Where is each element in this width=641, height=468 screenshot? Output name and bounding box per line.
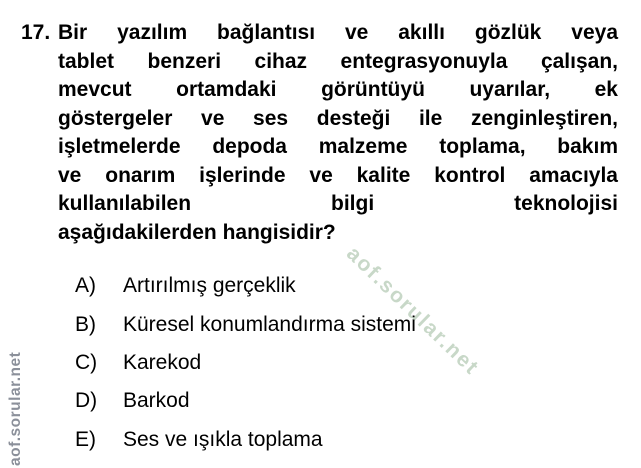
question-line: göstergeler ve ses desteği ile zenginleştiren,	[58, 106, 618, 130]
option-letter: D)	[75, 389, 98, 413]
option-letter: A)	[75, 274, 96, 298]
option-letter: C)	[75, 350, 98, 374]
option-text: Artırılmış gerçeklik	[123, 274, 296, 298]
watermark-left-vertical: aof.sorular.net	[7, 351, 24, 466]
question-block	[21, 19, 618, 247]
question-line: işletmelerde depoda malzeme toplama, bakım	[58, 135, 618, 158]
question-line: kullanılabilen bilgi teknolojisi	[58, 192, 618, 215]
option-c[interactable]	[75, 344, 416, 382]
option-a[interactable]	[75, 267, 416, 305]
option-text: Küresel konumlandırma sistemi	[123, 312, 416, 336]
question-line: mevcut ortamdaki görüntüyü uyarılar, ek	[58, 78, 618, 101]
option-text: Karekod	[123, 350, 202, 374]
question-number: 17.	[21, 21, 51, 44]
question-line: ve onarım işlerinde ve kalite kontrol amacıyla	[58, 163, 618, 187]
option-e[interactable]	[75, 421, 416, 459]
question-line: tablet benzeri cihaz entegrasyonuyla çalışan,	[58, 49, 618, 73]
option-d[interactable]	[75, 382, 416, 420]
watermark-diagonal: aof.sorular.net	[342, 242, 484, 380]
question-text	[58, 19, 618, 247]
option-letter: B)	[75, 312, 96, 336]
options-list	[75, 267, 416, 459]
question-line: aşağıdakilerden hangisidir?	[58, 220, 336, 244]
option-letter: E)	[75, 427, 96, 451]
option-text: Ses ve ışıkla toplama	[123, 427, 323, 451]
question-line: Bir yazılım bağlantısı ve akıllı gözlük veya	[58, 21, 618, 44]
option-b[interactable]	[75, 305, 416, 343]
option-text: Barkod	[123, 389, 190, 413]
